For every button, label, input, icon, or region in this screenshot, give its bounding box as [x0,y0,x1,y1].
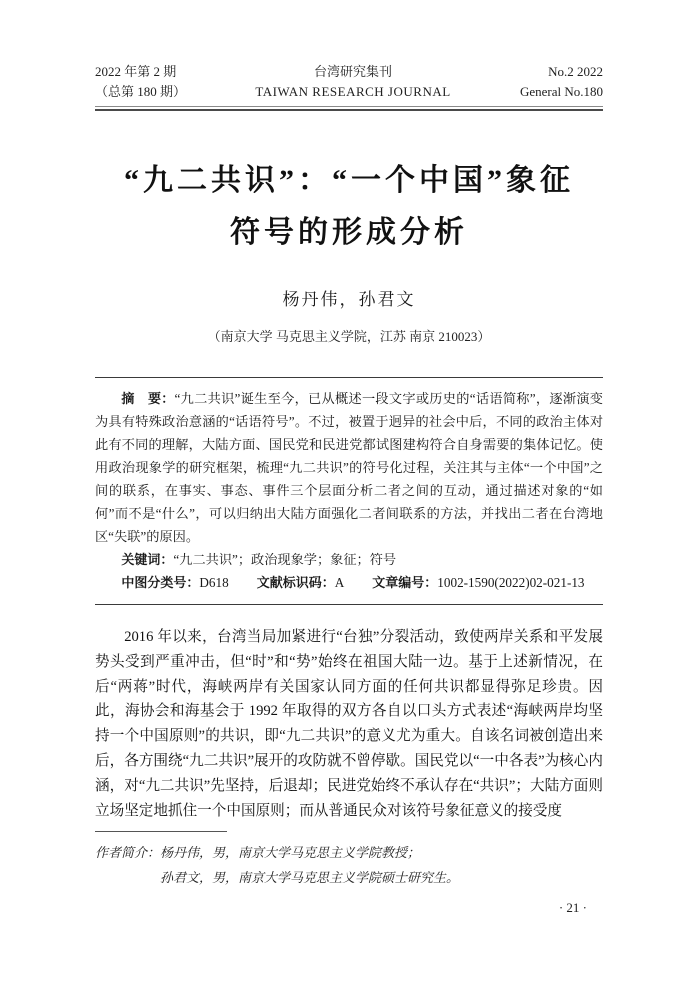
issue-total-en: General No.180 [519,84,603,99]
authors: 杨丹伟，孙君文 [282,290,416,309]
keywords-label: 关键词： [121,552,174,567]
affiliation: （南京大学 马克思主义学院，江苏 南京 210023） [207,329,491,344]
footnote-author-bio-line1: 作者简介：杨丹伟，男，南京大学马克思主义学院教授； [95,845,421,861]
article-id-label: 文章编号： [372,575,438,590]
content-area [95,0,603,916]
journal-name-cn: 台湾研究集刊 [313,64,392,79]
article-id-value: 1002-1590(2022)02-021-13 [437,575,585,590]
keywords-text: “九二共识”；政治现象学；象征；符号 [173,552,397,567]
clc-label: 中图分类号： [121,575,200,590]
clc-pair [121,575,228,590]
abstract-paragraph [95,387,603,548]
page-number: · 21 · [558,900,587,916]
issue-number-cn: 2022 年第 2 期 [95,64,177,79]
footnote-separator-rule [95,831,227,832]
article-title-line1: “九二共识”：“一个中国”象征 [124,164,574,197]
abstract-section [95,377,603,605]
issue-number-en: No.2 2022 [548,64,603,79]
article-title-line2: 符号的形成分析 [230,216,468,249]
clc-value: D618 [199,575,229,590]
keywords-line [95,548,603,571]
article-id-pair [372,575,584,590]
abstract-label: 摘 要： [121,391,175,406]
article-title [95,155,603,259]
abstract-text: “九二共识”诞生至今，已从概述一段文字或历史的“话语简称”，逐渐演变为具有特殊政治意涵的“话语符号”。不过，被置于迥异的社会中后，不同的政治主体对此有不同的理解，大陆方面、国民党和民进党都试图建构符合自身需要的集体记忆。使用政治现象学的研究框架，梳理“九二共识”的符号化过程，关注其与主体“一个中国”之间的联系，在事实、事态、事件三个层面分析二者之间的互动，通过描述对象的“如何”而不是“什么”，可以归纳出大陆方面强化二者间联系的方法，并找出二者在台湾地区“失联”的原因。 [95,391,603,544]
journal-header [95,62,603,102]
header-issue-info-en [520,62,603,102]
footnote-author-bio-line2: 孙君文，男，南京大学马克思主义学院硕士研究生。 [160,870,460,886]
header-divider-rule [95,106,603,111]
footnote [95,831,603,890]
journal-name-en: TAIWAN RESEARCH JOURNAL [255,84,451,99]
body-paragraph: 2016 年以来，台湾当局加紧进行“台独”分裂活动，致使两岸关系和平发展势头受到严重冲击，但“时”和“势”始终在祖国大陆一边。基于上述新情况，在后“两蒋”时代，海峡两岸有关国家认同方面的任何共识都显得弥足珍贵。因此，海协会和海基会于 1992 年取得的双方各自以口头方式表述“海峡两岸均坚持一个中国原则”的共识，即“九二共识”的意义尤为重大。自该名词被创造出来后，各方围绕“九二共识”展开的攻防就不曾停歇。国民党以“一中各表”为核心内涵，对“九二共识”先坚持，后退却；民进党始终不承认存在“共识”；大陆方面则立场坚定地抓住一个中国原则；而从普通民众对该符号象征意义的接受度 [95,629,603,819]
doc-code-label: 文献标识码： [256,575,335,590]
doc-code-pair [257,575,345,590]
classification-line [95,571,603,594]
issue-total-cn: （总第 180 期） [95,84,187,99]
doc-code-value: A [334,575,345,590]
journal-name [186,62,520,102]
header-issue-info-cn [95,62,186,102]
